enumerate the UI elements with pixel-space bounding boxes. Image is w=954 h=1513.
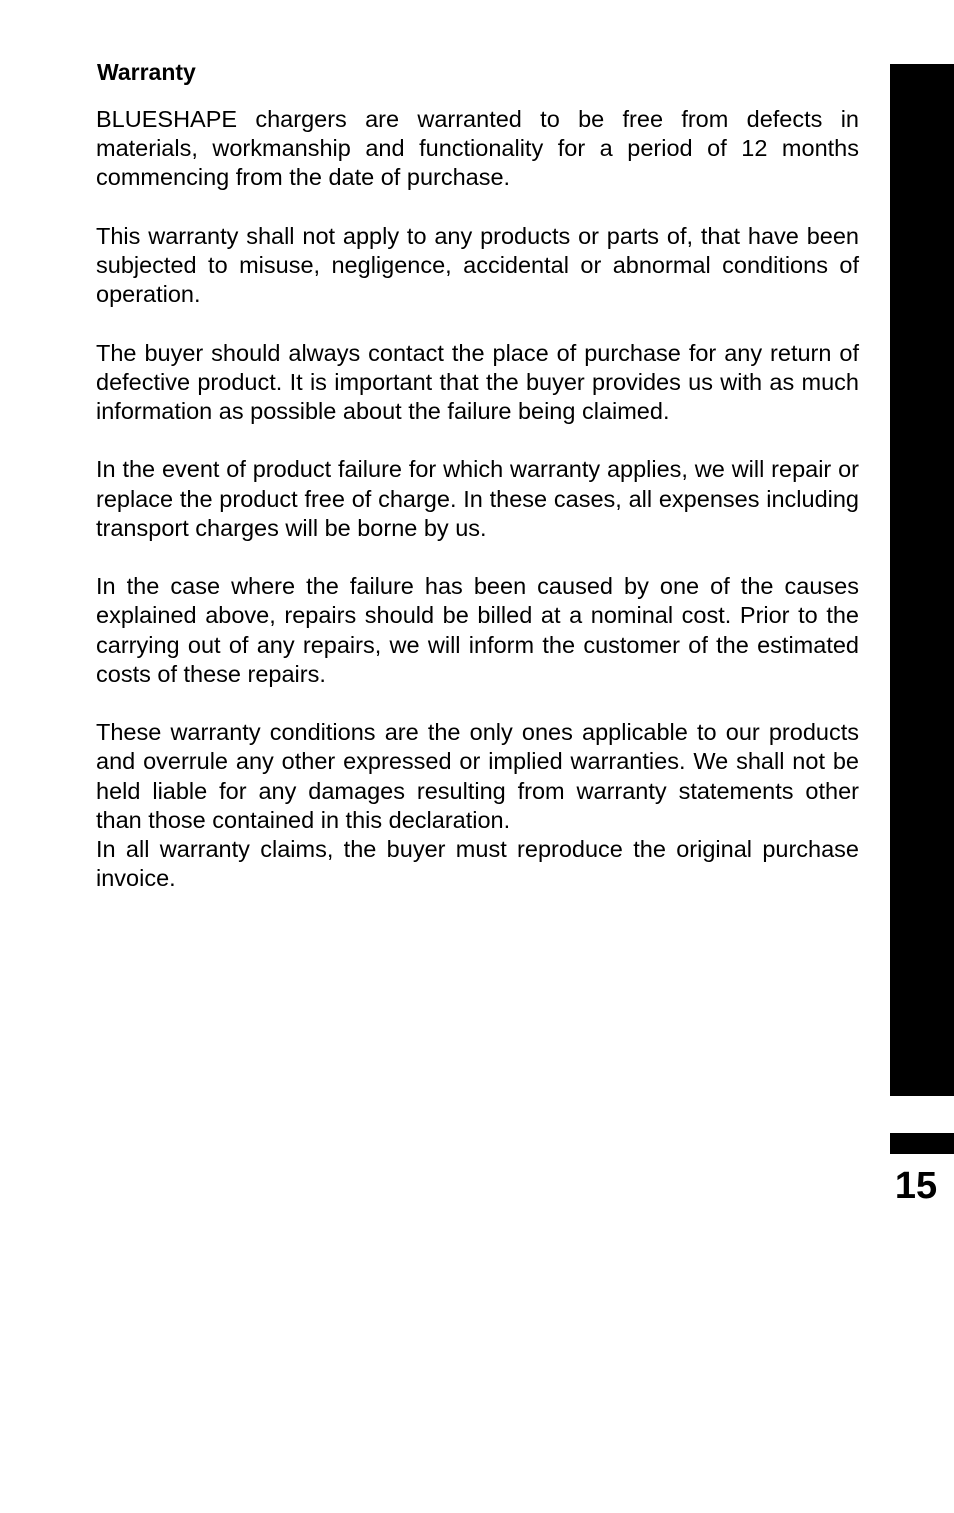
page-title: Warranty bbox=[97, 59, 196, 85]
paragraph-applicability: These warranty conditions are the only ones applicable to our products and overrule any other expressed or implied warranties. We shall not be held liable for any damages resulting from warranty statements other than those contained in this declaration. bbox=[96, 719, 859, 833]
page-number: 15 bbox=[894, 1165, 938, 1207]
paragraph-repair-terms: In the event of product failure for which warranty applies, we will repair or replace the product free of charge. In these cases, all expenses including transport charges will be borne by us. bbox=[96, 456, 859, 541]
paragraph-warranty-period: BLUESHAPE chargers are warranted to be free from defects in materials, workmanship and functionality for a period of 12 months commencing from the date of purchase. bbox=[96, 106, 859, 191]
side-bar bbox=[890, 64, 954, 1096]
paragraph-return-procedure: The buyer should always contact the place of purchase for any return of defective product. It is important that the buyer provides us with as much information as possible about the failure being claimed. bbox=[96, 339, 859, 424]
paragraph-billed-repairs: In the case where the failure has been caused by one of the causes explained above, repairs should be billed at a nominal cost. Prior to the carrying out of any repairs, we will inform the customer of the estimated costs of these repairs. bbox=[96, 573, 859, 687]
warranty-text bbox=[96, 105, 859, 893]
paragraph-exclusions: This warranty shall not apply to any products or parts of, that have been subjected to misuse, negligence, accidental or abnormal conditions of operation. bbox=[96, 222, 859, 308]
page-tab-marker bbox=[890, 1133, 954, 1154]
paragraph-invoice-requirement: In all warranty claims, the buyer must reproduce the original purchase invoice. bbox=[96, 836, 859, 892]
